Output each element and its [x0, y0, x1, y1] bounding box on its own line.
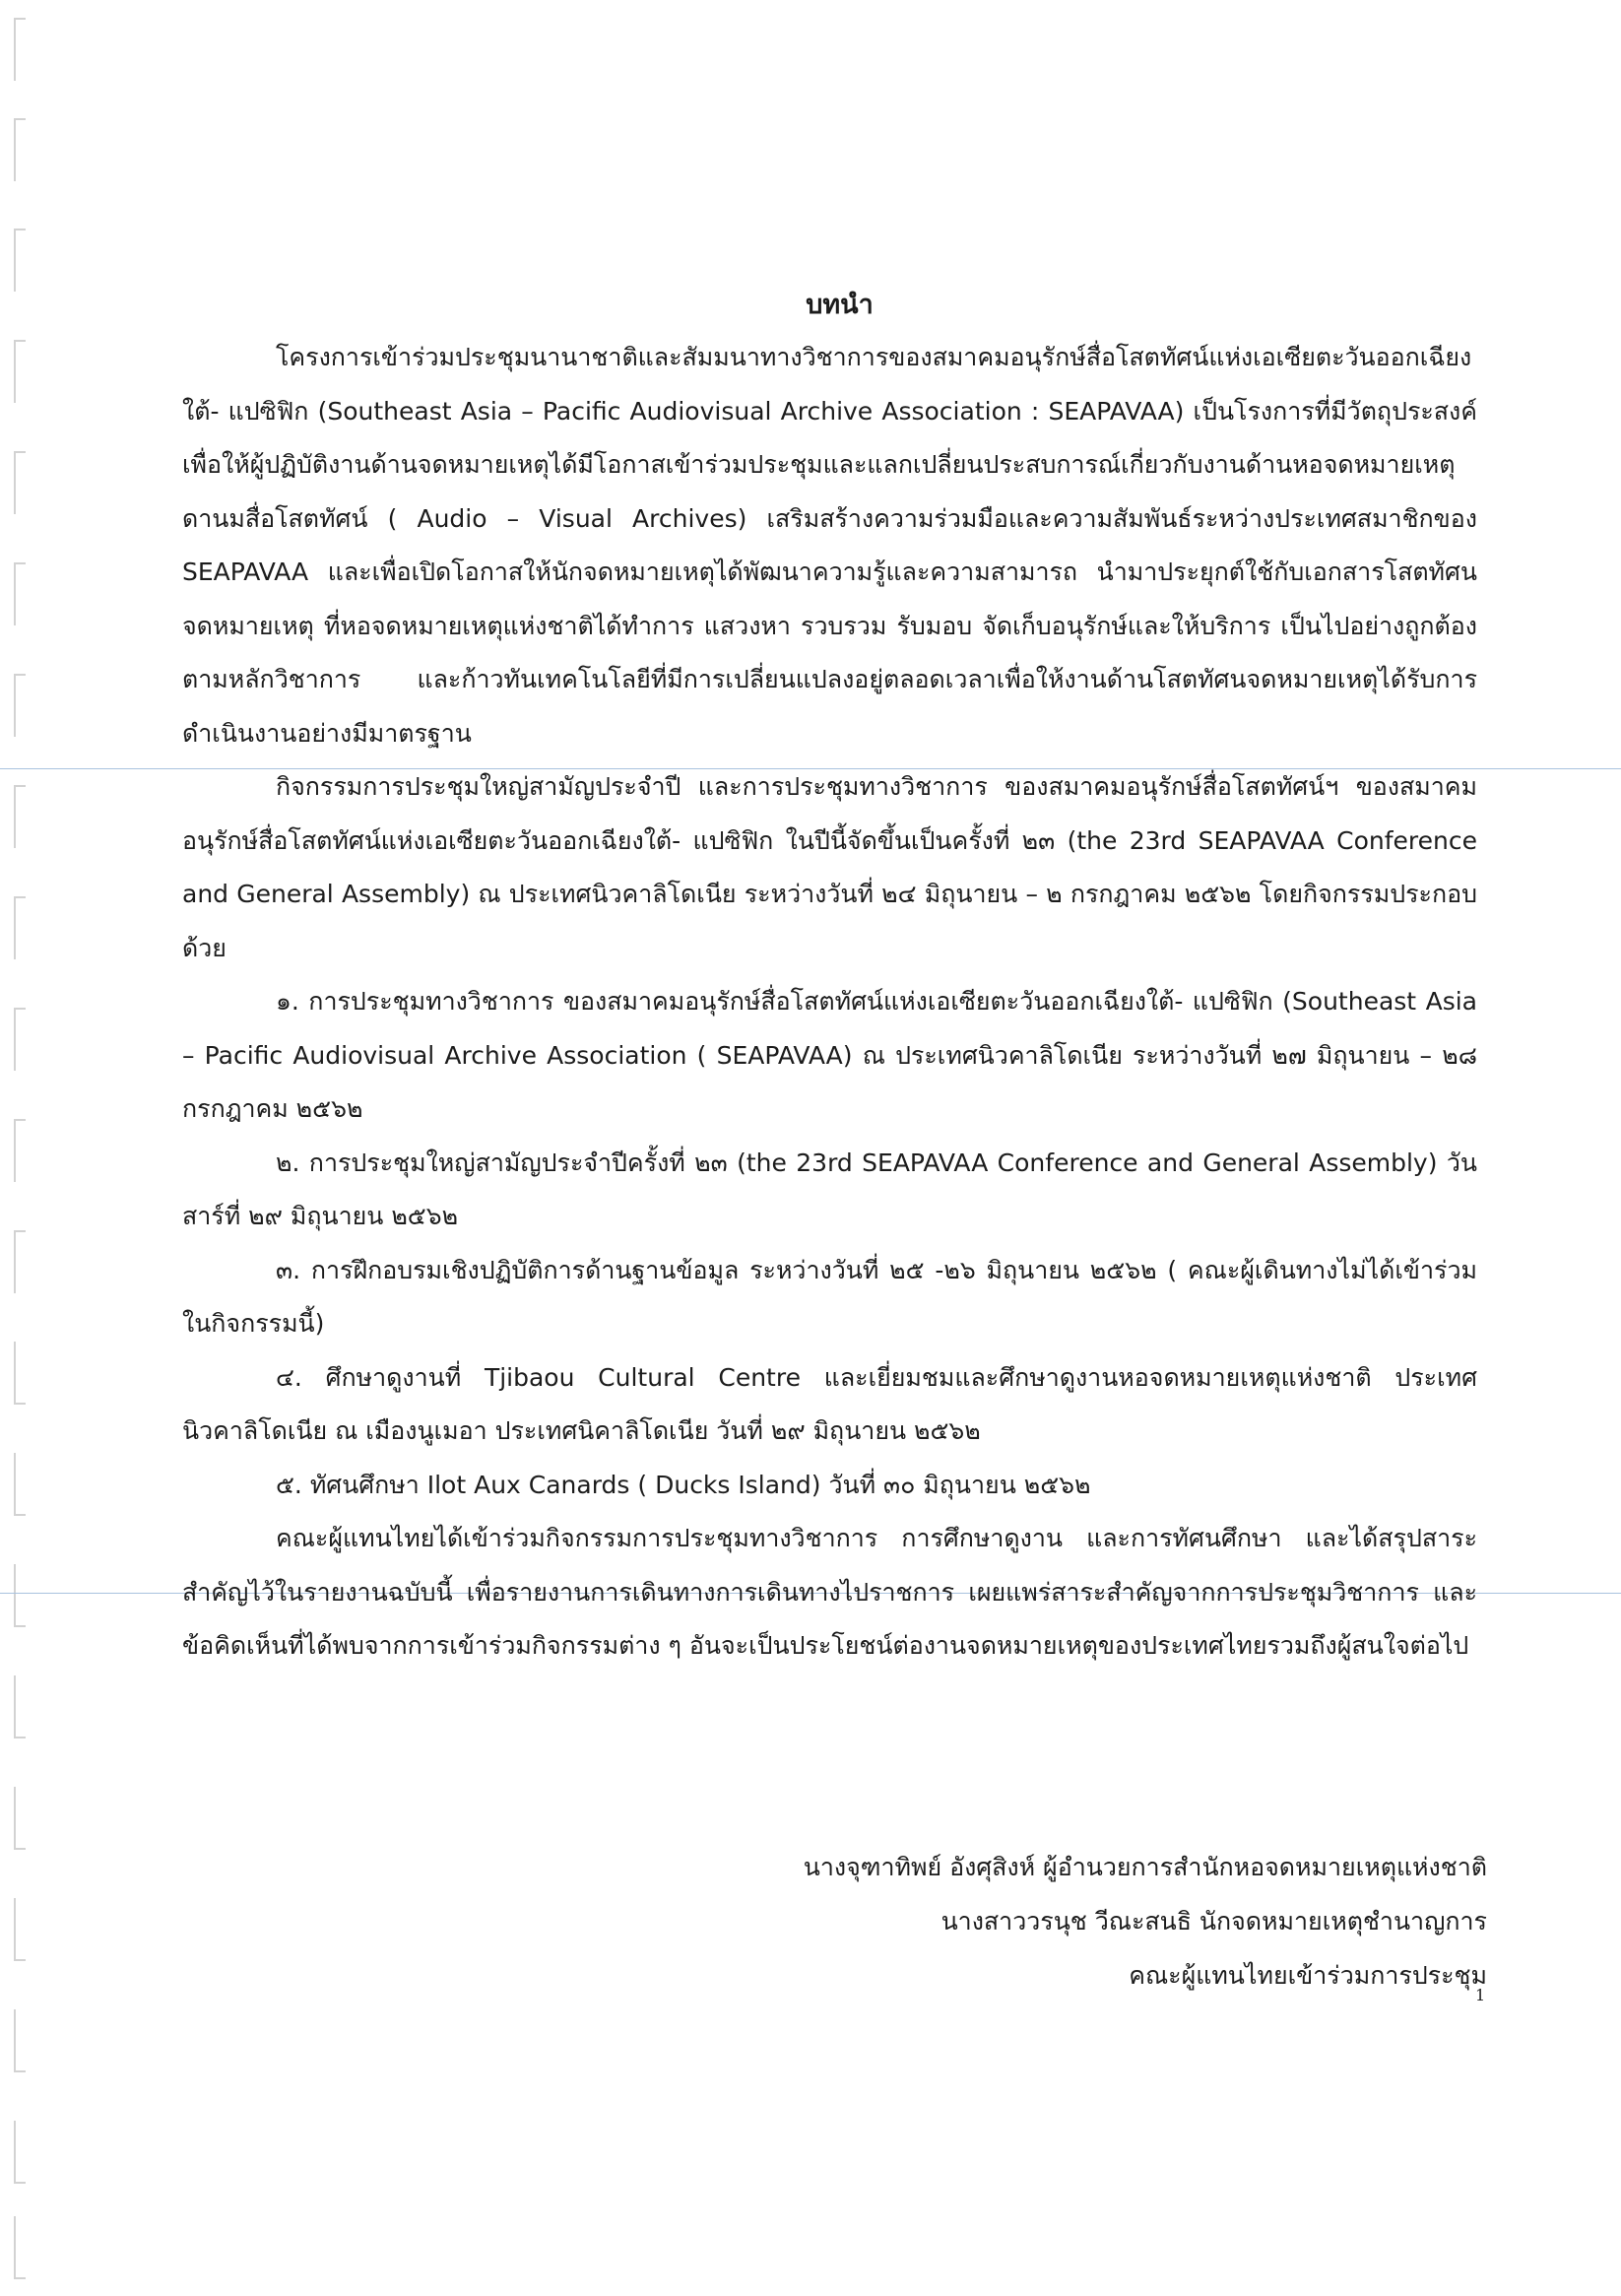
document-body	[182, 280, 1477, 1673]
binding-mark	[14, 451, 26, 514]
binding-mark	[14, 340, 26, 403]
binding-mark	[14, 1564, 26, 1627]
binding-mark	[14, 1230, 26, 1293]
binding-mark	[14, 1342, 26, 1405]
signature-line: คณะผู้แทนไทยเข้าร่วมการประชุม	[1129, 1961, 1487, 1990]
binding-mark	[14, 1119, 26, 1182]
signature-line: นางสาววรนุช วีณะสนธิ นักจดหมายเหตุชำนาญการ	[940, 1907, 1487, 1935]
binding-mark	[14, 1787, 26, 1850]
binding-mark	[14, 18, 26, 81]
activity-item: ๕. ทัศนศึกษา Ilot Aux Canards ( Ducks Island) วันที่ ๓๐ มิถุนายน ๒๕๖๒	[276, 1470, 1091, 1499]
activity-item: ๑. การประชุมทางวิชาการ ของสมาคมอนุรักษ์สื่อโสตทัศน์แห่งเอเซียตะวันออกเฉียงใต้- แปซิฟิก (Southeast Asia – Pacific Audiovisual Archive Association ( SEAPAVAA) ณ ประเทศนิวคาลิโดเนีย ระหว่างวันที่ ๒๗ มิถุนายน – ๒๘ กรกฎาคม ๒๕๖๒	[182, 987, 1477, 1123]
signature-block	[804, 1840, 1487, 2002]
page-number: 1	[1475, 1986, 1486, 2004]
activity-item: ๒. การประชุมใหญ่สามัญประจำปีครั้งที่ ๒๓ (the 23rd SEAPAVAA Conference and General Assembly) วันสาร์ที่ ๒๙ มิถุนายน ๒๕๖๒	[182, 1148, 1477, 1230]
binding-mark	[14, 118, 26, 181]
binding-mark	[14, 562, 26, 625]
document-title: บทนำ	[806, 290, 874, 320]
activities-paragraph: กิจกรรมการประชุมใหญ่สามัญประจำปี และการประชุมทางวิชาการ ของสมาคมอนุรักษ์สื่อโสตทัศน์ฯ ของสมาคมอนุรักษ์สื่อโสตทัศน์แห่งเอเซียตะวันออกเฉียงใต้- แปซิฟิก ในปีนี้จัดขึ้นเป็นครั้งที่ ๒๓ (the 23rd SEAPAVAA Conference and General Assembly) ณ ประเทศนิวคาลิโดเนีย ระหว่างวันที่ ๒๔ มิถุนายน – ๒ กรกฎาคม ๒๕๖๒ โดยกิจกรรมประกอบด้วย	[182, 772, 1477, 962]
binding-mark	[14, 1675, 26, 1738]
binding-mark	[14, 2009, 26, 2072]
binding-mark	[14, 1008, 26, 1071]
binding-mark	[14, 896, 26, 959]
activity-item: ๔. ศึกษาดูงานที่ Tjibaou Cultural Centre และเยี่ยมชมและศึกษาดูงานหอจดหมายเหตุแห่งชาติ ประเทศนิวคาลิโดเนีย ณ เมืองนูเมอา ประเทศนิคาลิโดเนีย วันที่ ๒๙ มิถุนายน ๒๕๖๒	[182, 1362, 1477, 1445]
signature-line: นางจุฑาทิพย์ อังศุสิงห์ ผู้อำนวยการสำนักหอจดหมายเหตุแห่งชาติ	[803, 1853, 1487, 1881]
binding-mark	[14, 2121, 26, 2184]
binding-mark	[14, 229, 26, 292]
binding-mark	[14, 2216, 26, 2279]
binding-mark	[14, 785, 26, 848]
binding-mark	[14, 1898, 26, 1961]
binding-mark	[14, 1453, 26, 1516]
intro-paragraph: โครงการเข้าร่วมประชุมนานาชาติและสัมมนาทางวิชาการของสมาคมอนุรักษ์สื่อโสตทัศน์แห่งเอเซียตะวันออกเฉียงใต้- แปซิฟิก (Southeast Asia – Pacific Audiovisual Archive Association : SEAPAVAA) เป็นโรงการที่มีวัตถุประสงค์เพื่อให้ผู้ปฏิบัติงานด้านจดหมายเหตุได้มีโอกาสเข้าร่วมประชุมและแลกเปลี่ยนประสบการณ์เกี่ยวกับงานด้านหอจดหมายเหตุดานมสื่อโสตทัศน์ ( Audio – Visual Archives) เสริมสร้างความร่วมมือและความสัมพันธ์ระหว่างประเทศสมาชิกของ SEAPAVAA และเพื่อเปิดโอกาสให้นักจดหมายเหตุได้พัฒนาความรู้และความสามารถ นำมาประยุกต์ใช้กับเอกสารโสตทัศนจดหมายเหตุ ที่หอจดหมายเหตุแห่งชาติได้ทำการ แสวงหา รวบรวม รับมอบ จัดเก็บอนุรักษ์และให้บริการ เป็นไปอย่างถูกต้องตามหลักวิชาการ และก้าวทันเทคโนโลยีที่มีการเปลี่ยนแปลงอยู่ตลอดเวลาเพื่อให้งานด้านโสตทัศนจดหมายเหตุได้รับการดำเนินงานอย่างมีมาตรฐาน	[182, 343, 1477, 748]
binding-mark	[14, 674, 26, 737]
summary-paragraph: คณะผู้แทนไทยได้เข้าร่วมกิจกรรมการประชุมทางวิชาการ การศึกษาดูงาน และการทัศนศึกษา และได้สรุปสาระสำคัญไว้ในรายงานฉบับนี้ เพื่อรายงานการเดินทางการเดินทางไปราชการ เผยแพร่สาระสำคัญจากการประชุมวิชาการ และข้อคิดเห็นที่ได้พบจากการเข้าร่วมกิจกรรมต่าง ๆ อันจะเป็นประโยชน์ต่องานจดหมายเหตุของประเทศไทยรวมถึงผู้สนใจต่อไป	[182, 1524, 1477, 1660]
activity-item: ๓. การฝึกอบรมเชิงปฏิบัติการด้านฐานข้อมูล ระหว่างวันที่ ๒๕ -๒๖ มิถุนายน ๒๕๖๒ ( คณะผู้เดินทางไม่ได้เข้าร่วมในกิจกรรมนี้)	[182, 1255, 1477, 1338]
binding-margin	[0, 0, 39, 2296]
